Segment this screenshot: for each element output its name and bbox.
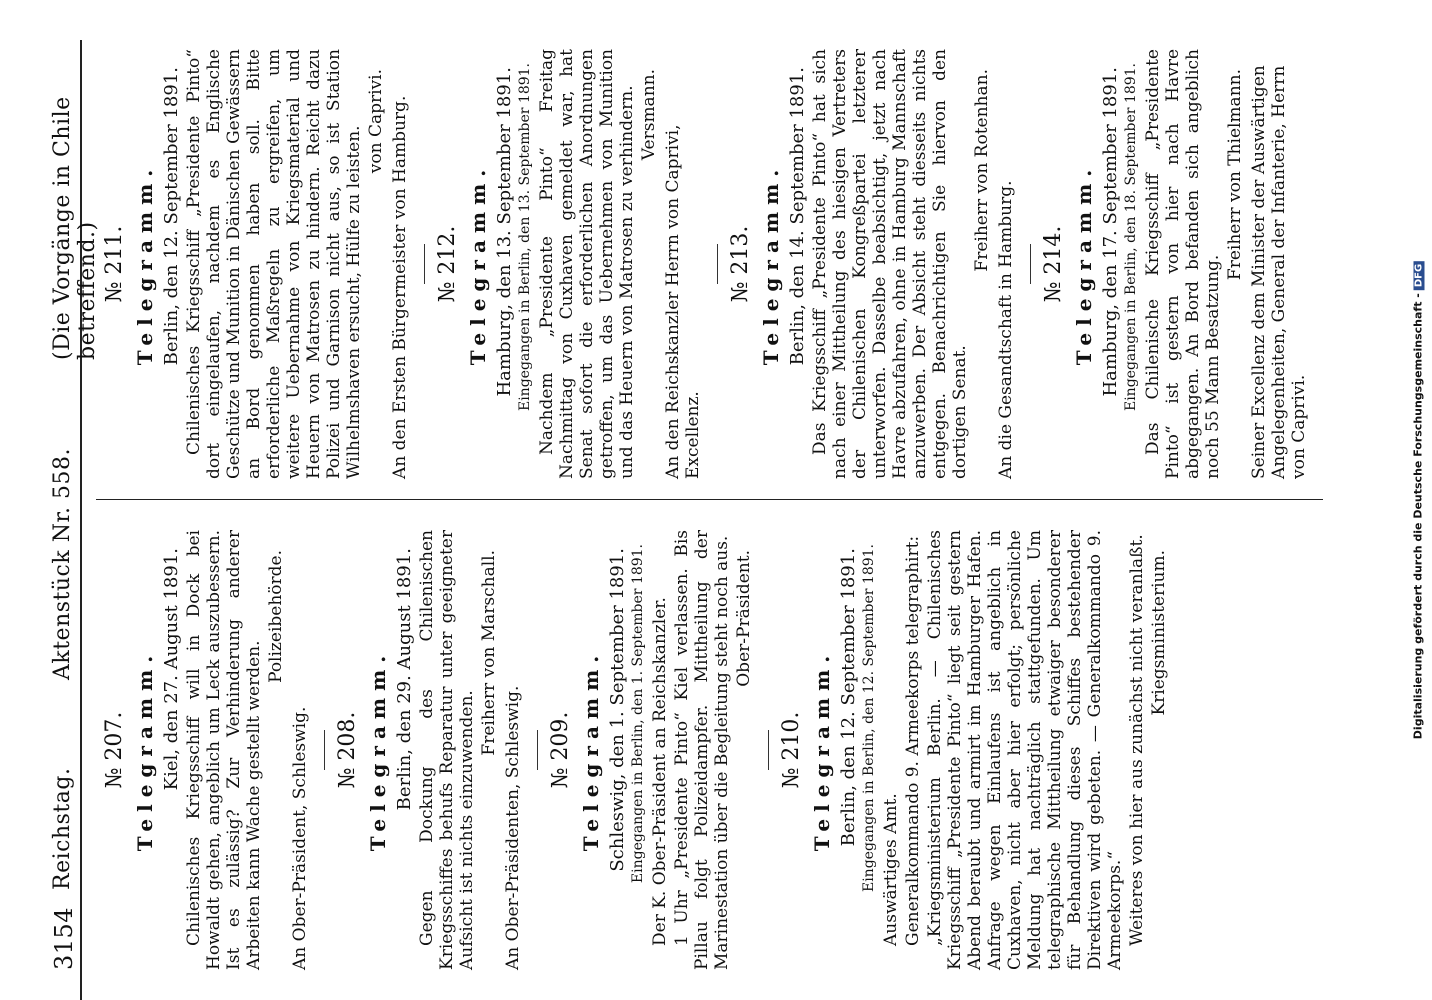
addressee: An den Ersten Bürgermeister von Hamburg. [390,95,410,479]
addressee: An Ober-Präsident, Schleswig. [290,706,310,970]
received-note: Eingegangen in Berlin, den 1. September 1891. [630,544,646,884]
document-kind: Telegramm. [579,648,603,852]
body-paragraph: Chilenisches Kriegsschiff „Presidente Pinto“ dort eingelaufen, nachdem es Englische Geschütze und Munition in Dänischen Gewässern an Bord genommen haben soll. Bitte erforderliche Maßregeln zu ergreifen, um weitere Uebernahme von Kriegsmaterial und Heuern von Matrosen zu hindern. Reicht dazu Polizei und Garnison nicht aus, so ist Station Wilhelmshaven ersucht, Hülfe zu leisten. [184,49,364,479]
body-paragraph: Gegen Dockung des Chilenischen Kriegsschiffes behufs Reparatur unter geeigneter Aufsicht ist nichts einzuwenden. [417,530,477,970]
document-page [20,40,1415,1000]
separator-line [537,730,538,770]
page-number: 3154 [50,906,78,970]
dateline: Berlin, den 29. August 1891. [394,548,415,811]
signature: von Caprivi. [366,69,386,174]
addressee: Seiner Excellenz dem Minister der Auswärtigen Angelegenheiten, General der Infanterie, Herrn von Caprivi. [1249,65,1309,479]
document-number: № 210. [779,711,804,789]
body-paragraph: Auswärtiges Amt. [881,793,901,946]
body-paragraph: Das Chilenische Kriegsschiff „Presidente Pinto“ ist gestern von hier nach Havre abgegangen. An Bord befanden sich angeblich noch 55 Mann Besatzung. [1143,49,1223,479]
dateline: Hamburg, den 17. September 1891. [1100,67,1121,397]
signature: Versmann. [639,69,659,161]
body-paragraph: „Kriegsministerium Berlin. — Chilenisches Kriegsschiff „Presidente Pinto“ liegt seit gestern Abend beraubt und armirt im Hamburger Hafen. Anfrage wegen Einlaufens ist angeblich in Cuxhaven, nicht aber hier erfolgt; persönliche Meldung hat nachträglich stattgefunden. Um telegraphische Mittheilung etwaiger besonderer für Behandlung dieses Schiffes bestehender Direktiven wird gebeten. — Generalkommando 9. Armeekorps.“ [925,530,1125,970]
telegram-entry [548,530,754,970]
document-kind: Telegramm. [366,648,390,852]
funding-note-text: Digitalisierung gefördert durch die Deutsche Forschungsgemeinschaft - [1411,293,1425,740]
addressee: An Ober-Präsidenten, Schleswig. [503,685,523,970]
telegram-entry [728,49,1016,479]
document-number: № 212. [435,225,460,303]
signature: Freiherr von Thielmann. [1225,69,1245,281]
body-paragraph: Nachdem „Presidente Pinto“ Freitag Nachmittag von Cuxhaven gemeldet war, hat Senat sofort die erforderlichen Anordnungen getroffen, um das Uebernehmen von Munition und das Heuern von Matrosen zu verhindern. [537,49,637,479]
signature: Polizeibehörde. [266,550,286,683]
right-column [96,49,1323,500]
document-kind: Telegramm. [759,162,783,366]
separator-line [424,244,425,284]
telegram-entry [1041,49,1309,479]
document-kind: Telegramm. [1072,162,1096,366]
body-paragraph: 1 Uhr „Presidente Pinto“ Kiel verlassen. Bis Pillau folgt Polizeidampfer. Mittheilung der Marinestation über die Begleitung steht noch aus. [672,530,732,970]
dateline: Hamburg, den 13. September 1891. [494,67,515,397]
telegram-entry [102,49,410,479]
body-paragraph: Weiteres von hier aus zunächst nicht veranlaßt. [1127,534,1147,946]
document-number: № 213. [728,225,753,303]
dfg-funding-note [1412,261,1425,739]
document-kind: Telegramm. [133,648,157,852]
dateline: Berlin, den 12. September 1891. [838,548,859,847]
document-kind: Telegramm. [466,162,490,366]
document-kind: Telegramm. [133,162,157,366]
document-number: № 209. [548,711,573,789]
telegram-entry [435,49,703,479]
page-header [20,40,100,1000]
dateline: Berlin, den 12. September 1891. [161,67,182,366]
dateline: Berlin, den 14. September 1891. [787,67,808,366]
dfg-logo: DFG [1414,261,1425,290]
dateline: Kiel, den 27. August 1891. [161,548,182,791]
body-paragraph: Generalkommando 9. Armeekorps telegraphirt: [903,535,923,946]
telegram-entry [335,530,523,970]
body-paragraph: Der K. Ober-Präsident an Reichskanzler. [650,597,670,946]
body-paragraph: Das Kriegsschiff „Presidente Pinto“ hat sich nach einer Mittheilung des hiesigen Vertreters der Chilenischen Kongreßpartei letzterer unterworfen. Dasselbe beabsichtigt, jetzt nach Havre abzufahren, ohne in Hamburg Mannschaft anzuwerben. Der Absicht steht diesseits nichts entgegen. Benachrichtigen Sie hiervon den dortigen Senat. [810,49,970,479]
left-column [96,530,1183,970]
addressee: An die Gesandtschaft in Hamburg. [996,180,1016,479]
signature: Freiherr von Rotenhan. [972,69,992,272]
header-left-title: Reichstag. [50,767,75,890]
header-subject: (Die Vorgänge in Chile betreffend.) [50,96,100,360]
separator-line [768,730,769,770]
signature: Freiherr von Marschall. [479,550,499,756]
body-paragraph: Chilenisches Kriegsschiff will in Dock bei Howaldt gehen, angeblich um Leck auszubessern. Ist es zulässig? Zur Verhinderung anderer Arbeiten kann Wache gestellt werden. [184,530,264,970]
document-number: № 211. [102,225,127,303]
received-note: Eingegangen in Berlin, den 13. September 1891. [517,63,533,412]
received-note: Eingegangen in Berlin, den 12. September 1891. [861,544,877,893]
document-number: № 214. [1041,225,1066,303]
separator-line [324,730,325,770]
header-aktenstueck: Aktenstück Nr. 558. [50,447,75,680]
signature: Ober-Präsident. [734,550,754,687]
document-number: № 207. [102,711,127,789]
telegram-entry [779,530,1169,970]
separator-line [1030,244,1031,284]
addressee: An den Reichskanzler Herrn von Caprivi, Excellenz. [663,124,703,479]
dateline: Schleswig, den 1. September 1891. [607,548,628,872]
document-number: № 208. [335,711,360,789]
signature: Kriegsministerium. [1149,550,1169,716]
received-note: Eingegangen in Berlin, den 18. September 1891. [1123,63,1139,412]
separator-line [717,244,718,284]
document-kind: Telegramm. [810,648,834,852]
telegram-entry [102,530,310,970]
